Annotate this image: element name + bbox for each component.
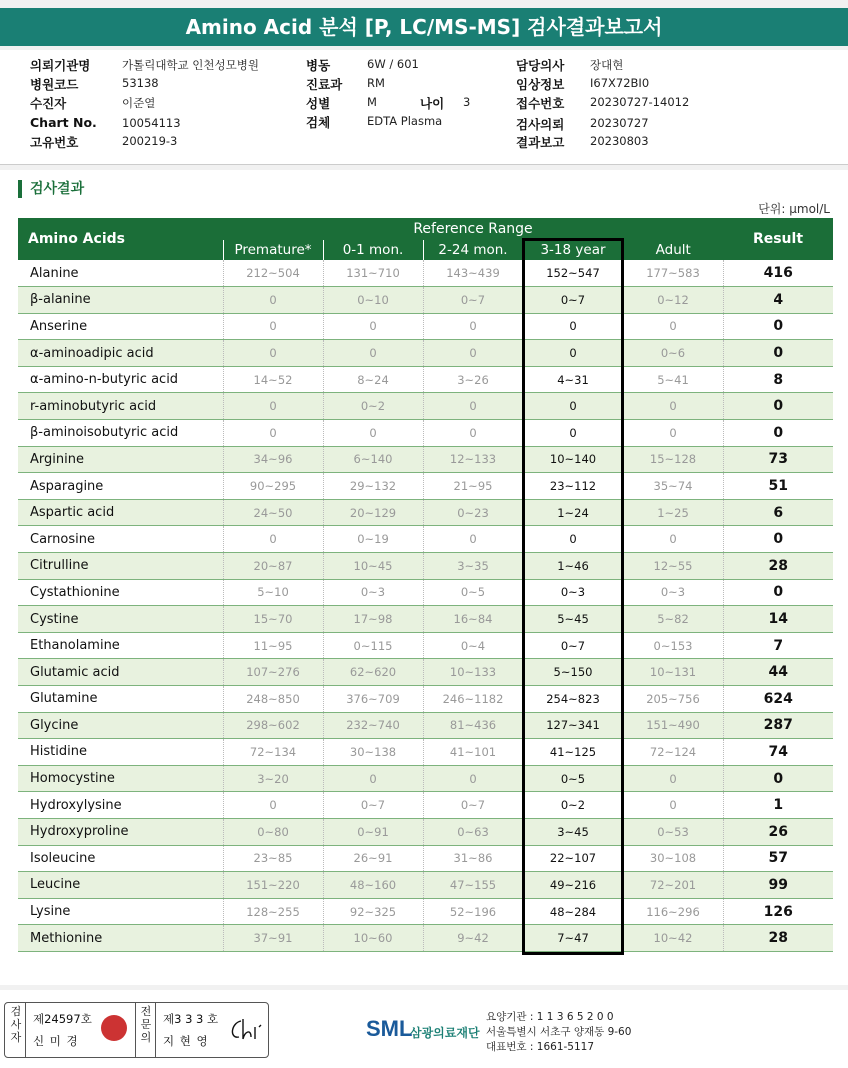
reference-range-cell: 0~7 [423,287,523,314]
reference-range-cell: 30~108 [623,845,723,872]
table-row [18,553,833,580]
reference-range-cell: 0~2 [323,393,423,420]
reference-range-cell: 0 [523,393,623,420]
tester-number: 제24597호 [33,1012,92,1026]
reference-range-cell: 0~3 [623,579,723,606]
table-row [18,686,833,713]
result-cell: 8 [723,366,833,393]
result-cell: 0 [723,579,833,606]
header-value: 20230803 [590,134,649,148]
reference-range-cell: 0~7 [323,792,423,819]
reference-range-cell: 7~47 [523,925,623,952]
amino-acid-name: α-aminoadipic acid [18,340,223,367]
table-row [18,526,833,553]
reference-range-cell: 0 [323,340,423,367]
col-age-group: 0-1 mon. [323,240,423,260]
result-cell: 1 [723,792,833,819]
reference-range-cell: 0~5 [523,765,623,792]
amino-acid-name: Citrulline [18,553,223,580]
reference-range-cell: 0 [223,420,323,447]
amino-acid-name: Ethanolamine [18,632,223,659]
reference-range-cell: 5~150 [523,659,623,686]
reference-range-cell: 10~133 [423,659,523,686]
amino-acid-name: β-alanine [18,287,223,314]
result-cell: 7 [723,632,833,659]
reference-range-cell: 177~583 [623,260,723,287]
tester-seal-icon [101,1015,127,1041]
table-row [18,287,833,314]
reference-range-cell: 205~756 [623,686,723,713]
reference-range-cell: 14~52 [223,366,323,393]
header-label: 진료과 [306,77,343,92]
reference-range-cell: 15~70 [223,606,323,633]
reference-range-cell: 12~55 [623,553,723,580]
reference-range-cell: 90~295 [223,473,323,500]
reference-range-cell: 26~91 [323,845,423,872]
reference-range-cell: 0 [223,526,323,553]
reference-range-cell: 0~153 [623,632,723,659]
reference-range-cell: 376~709 [323,686,423,713]
reference-range-cell: 81~436 [423,712,523,739]
amino-acid-name: Leucine [18,872,223,899]
reference-range-cell: 0~10 [323,287,423,314]
col-result: Result [723,218,833,260]
result-cell: 51 [723,473,833,500]
section-title: 검사결과 [18,180,84,198]
reference-range-cell: 48~160 [323,872,423,899]
reference-range-cell: 3~35 [423,553,523,580]
reference-range-cell: 1~46 [523,553,623,580]
reference-range-cell: 0 [323,420,423,447]
reference-range-cell: 0 [623,420,723,447]
reference-range-cell: 1~24 [523,499,623,526]
col-age-group: Premature* [223,240,323,260]
reference-range-cell: 0 [523,420,623,447]
reference-range-cell: 248~850 [223,686,323,713]
reference-range-cell: 0 [323,313,423,340]
reference-range-cell: 3~20 [223,765,323,792]
reference-range-cell: 5~10 [223,579,323,606]
signature-box [4,1002,269,1058]
table-row [18,792,833,819]
col-amino-acids: Amino Acids [18,218,223,260]
info-line: 서울특별시 서초구 양재동 9-60 [486,1026,632,1038]
reference-range-cell: 0 [223,287,323,314]
reference-range-cell: 5~82 [623,606,723,633]
result-cell: 74 [723,739,833,766]
table-row [18,632,833,659]
reference-range-cell: 10~140 [523,446,623,473]
reference-range-cell: 47~155 [423,872,523,899]
header-label: 결과보고 [516,135,565,150]
header-value: 20230727-14012 [590,95,690,109]
specialist-number: 제3 3 3 호 [163,1012,219,1026]
reference-range-cell: 0~3 [323,579,423,606]
tester-name: 신 미 경 [33,1034,79,1048]
reference-range-cell: 0 [423,420,523,447]
table-row [18,872,833,899]
reference-range-cell: 1~25 [623,499,723,526]
header-label: 검체 [306,115,331,130]
header-label: 의뢰기관명 [30,58,91,73]
reference-range-cell: 116~296 [623,898,723,925]
reference-range-cell: 0 [323,765,423,792]
tester-label: 검사자 [10,1005,22,1044]
amino-acid-name: r-aminobutyric acid [18,393,223,420]
col-age-group: 2-24 mon. [423,240,523,260]
header-label: Chart No. [30,115,97,130]
reference-range-cell: 0~6 [623,340,723,367]
reference-range-cell: 254~823 [523,686,623,713]
amino-acid-name: Aspartic acid [18,499,223,526]
reference-range-cell: 0 [423,526,523,553]
reference-range-cell: 0 [223,792,323,819]
table-row [18,845,833,872]
result-cell: 624 [723,686,833,713]
reference-range-cell: 0~23 [423,499,523,526]
reference-range-cell: 3~26 [423,366,523,393]
reference-range-cell: 152~547 [523,260,623,287]
reference-range-cell: 0~80 [223,818,323,845]
reference-range-cell: 0 [423,313,523,340]
amino-acid-name: β-aminoisobutyric acid [18,420,223,447]
amino-acid-name: Cystine [18,606,223,633]
reference-range-cell: 48~284 [523,898,623,925]
header-label: 병원코드 [30,77,79,92]
reference-range-cell: 0 [623,526,723,553]
reference-range-cell: 0 [623,792,723,819]
reference-range-cell: 10~131 [623,659,723,686]
reference-range-cell: 92~325 [323,898,423,925]
header-label: 담당의사 [516,58,565,73]
amino-acid-name: Isoleucine [18,845,223,872]
reference-range-cell: 23~112 [523,473,623,500]
specialist-name: 지 현 영 [163,1034,209,1048]
header-label: 접수번호 [516,96,565,111]
reference-range-cell: 128~255 [223,898,323,925]
result-cell: 6 [723,499,833,526]
reference-range-cell: 0 [423,340,523,367]
reference-range-cell: 17~98 [323,606,423,633]
reference-range-cell: 34~96 [223,446,323,473]
result-cell: 287 [723,712,833,739]
result-cell: 0 [723,765,833,792]
patient-info-header [0,50,848,165]
reference-range-cell: 16~84 [423,606,523,633]
result-cell: 4 [723,287,833,314]
org-info [486,1010,631,1055]
table-row [18,473,833,500]
reference-range-cell: 0 [523,526,623,553]
table-row [18,818,833,845]
reference-range-cell: 0~12 [623,287,723,314]
header-value: EDTA Plasma [367,114,443,128]
header-value: M [367,95,377,109]
reference-range-cell: 0 [423,765,523,792]
reference-range-cell: 0~63 [423,818,523,845]
reference-range-cell: 246~1182 [423,686,523,713]
reference-range-cell: 212~504 [223,260,323,287]
result-cell: 0 [723,526,833,553]
reference-range-cell: 4~31 [523,366,623,393]
table-row [18,925,833,952]
reference-range-cell: 72~201 [623,872,723,899]
reference-range-cell: 10~45 [323,553,423,580]
table-row [18,313,833,340]
reference-range-cell: 232~740 [323,712,423,739]
reference-range-cell: 35~74 [623,473,723,500]
reference-range-cell: 143~439 [423,260,523,287]
result-cell: 0 [723,393,833,420]
header-label: 고유번호 [30,135,79,150]
result-cell: 0 [723,340,833,367]
reference-range-cell: 41~101 [423,739,523,766]
result-cell: 99 [723,872,833,899]
table-row [18,366,833,393]
reference-range-cell: 24~50 [223,499,323,526]
age-label: 나이 [420,96,445,111]
amino-acid-table [18,218,833,952]
table-row [18,739,833,766]
amino-acid-name: Methionine [18,925,223,952]
reference-range-cell: 72~134 [223,739,323,766]
table-row [18,340,833,367]
reference-range-cell: 5~41 [623,366,723,393]
header-value: I67X72BI0 [590,76,650,90]
reference-range-cell: 0~2 [523,792,623,819]
reference-range-cell: 49~216 [523,872,623,899]
reference-range-cell: 8~24 [323,366,423,393]
reference-range-cell: 9~42 [423,925,523,952]
reference-range-cell: 0 [523,313,623,340]
result-cell: 126 [723,898,833,925]
result-cell: 26 [723,818,833,845]
amino-acid-name: Hydroxyproline [18,818,223,845]
reference-range-cell: 10~60 [323,925,423,952]
table-row [18,765,833,792]
info-line: 요양기관 : 1 1 3 6 5 2 0 0 [486,1011,614,1023]
signature-icon [227,1015,263,1045]
result-cell: 73 [723,446,833,473]
report-title: Amino Acid 분석 [P, LC/MS-MS] 검사결과보고서 [0,8,848,46]
reference-range-cell: 20~129 [323,499,423,526]
reference-range-cell: 52~196 [423,898,523,925]
report-footer [0,990,848,1068]
reference-range-cell: 0~7 [523,632,623,659]
reference-range-cell: 298~602 [223,712,323,739]
amino-acid-name: Asparagine [18,473,223,500]
header-label: 병동 [306,58,331,73]
reference-range-cell: 0~7 [523,287,623,314]
reference-range-cell: 151~490 [623,712,723,739]
result-cell: 28 [723,925,833,952]
header-value: 이준열 [122,96,156,110]
header-value: 장대현 [590,58,624,72]
reference-range-cell: 30~138 [323,739,423,766]
reference-range-cell: 37~91 [223,925,323,952]
result-cell: 44 [723,659,833,686]
reference-range-cell: 0 [223,393,323,420]
result-cell: 57 [723,845,833,872]
table-row [18,420,833,447]
reference-range-cell: 0~4 [423,632,523,659]
table-row [18,260,833,287]
info-line: 대표번호 : 1661-5117 [486,1041,595,1053]
reference-range-cell: 23~85 [223,845,323,872]
amino-acid-name: Glutamic acid [18,659,223,686]
table-row [18,446,833,473]
reference-range-cell: 0~91 [323,818,423,845]
amino-acid-name: Histidine [18,739,223,766]
reference-range-cell: 0~3 [523,579,623,606]
result-cell: 14 [723,606,833,633]
header-value: RM [367,76,385,90]
amino-acid-name: Anserine [18,313,223,340]
reference-range-cell: 127~341 [523,712,623,739]
header-value: 가톨릭대학교 인천성모병원 [122,58,259,72]
age-value: 3 [463,95,471,109]
reference-range-cell: 0~53 [623,818,723,845]
reference-range-cell: 0 [623,313,723,340]
table-row [18,659,833,686]
reference-range-cell: 107~276 [223,659,323,686]
amino-acid-name: Hydroxylysine [18,792,223,819]
reference-range-cell: 0 [623,393,723,420]
reference-range-cell: 12~133 [423,446,523,473]
amino-acid-name: Cystathionine [18,579,223,606]
reference-range-cell: 31~86 [423,845,523,872]
header-label: 성별 [306,96,331,111]
reference-range-cell: 0~7 [423,792,523,819]
reference-range-cell: 131~710 [323,260,423,287]
header-label: 수진자 [30,96,67,111]
reference-range-cell: 11~95 [223,632,323,659]
reference-range-cell: 3~45 [523,818,623,845]
amino-acid-name: Glycine [18,712,223,739]
reference-range-cell: 41~125 [523,739,623,766]
reference-range-cell: 15~128 [623,446,723,473]
sml-logo: SML [366,1016,413,1041]
header-value: 10054113 [122,116,181,130]
reference-range-cell: 0~115 [323,632,423,659]
table-row [18,898,833,925]
header-value: 20230727 [590,116,649,130]
amino-acid-name: Arginine [18,446,223,473]
reference-range-cell: 10~42 [623,925,723,952]
table-row [18,712,833,739]
unit-label: 단위: μmol/L [758,202,830,216]
reference-range-cell: 72~124 [623,739,723,766]
reference-range-cell: 0 [623,765,723,792]
header-value: 53138 [122,76,159,90]
header-value: 200219-3 [122,134,178,148]
amino-acid-name: Alanine [18,260,223,287]
col-age-group: Adult [623,240,723,260]
reference-range-cell: 0 [523,340,623,367]
amino-acid-name: Homocystine [18,765,223,792]
specialist-label: 전문의 [140,1005,152,1044]
amino-acid-name: Carnosine [18,526,223,553]
col-age-group: 3-18 year [523,240,623,260]
reference-range-cell: 20~87 [223,553,323,580]
table-row [18,499,833,526]
header-value: 6W / 601 [367,57,419,71]
reference-range-cell: 22~107 [523,845,623,872]
header-label: 검사의뢰 [516,117,565,132]
header-label: 임상정보 [516,77,565,92]
table-row [18,393,833,420]
table-row [18,606,833,633]
amino-acid-name: Lysine [18,898,223,925]
reference-range-cell: 0~5 [423,579,523,606]
reference-range-cell: 62~620 [323,659,423,686]
amino-acid-name: α-amino-n-butyric acid [18,366,223,393]
amino-acid-name: Glutamine [18,686,223,713]
col-reference-range: Reference Range [223,218,723,240]
results-section [0,170,848,985]
result-cell: 28 [723,553,833,580]
reference-range-cell: 5~45 [523,606,623,633]
reference-range-cell: 0 [223,340,323,367]
reference-range-cell: 21~95 [423,473,523,500]
result-cell: 0 [723,313,833,340]
reference-range-cell: 6~140 [323,446,423,473]
org-name: 삼광의료재단 [410,1026,480,1040]
reference-range-cell: 0~19 [323,526,423,553]
result-cell: 0 [723,420,833,447]
reference-range-cell: 29~132 [323,473,423,500]
table-row [18,579,833,606]
reference-range-cell: 0 [223,313,323,340]
reference-range-cell: 0 [423,393,523,420]
reference-range-cell: 151~220 [223,872,323,899]
result-cell: 416 [723,260,833,287]
